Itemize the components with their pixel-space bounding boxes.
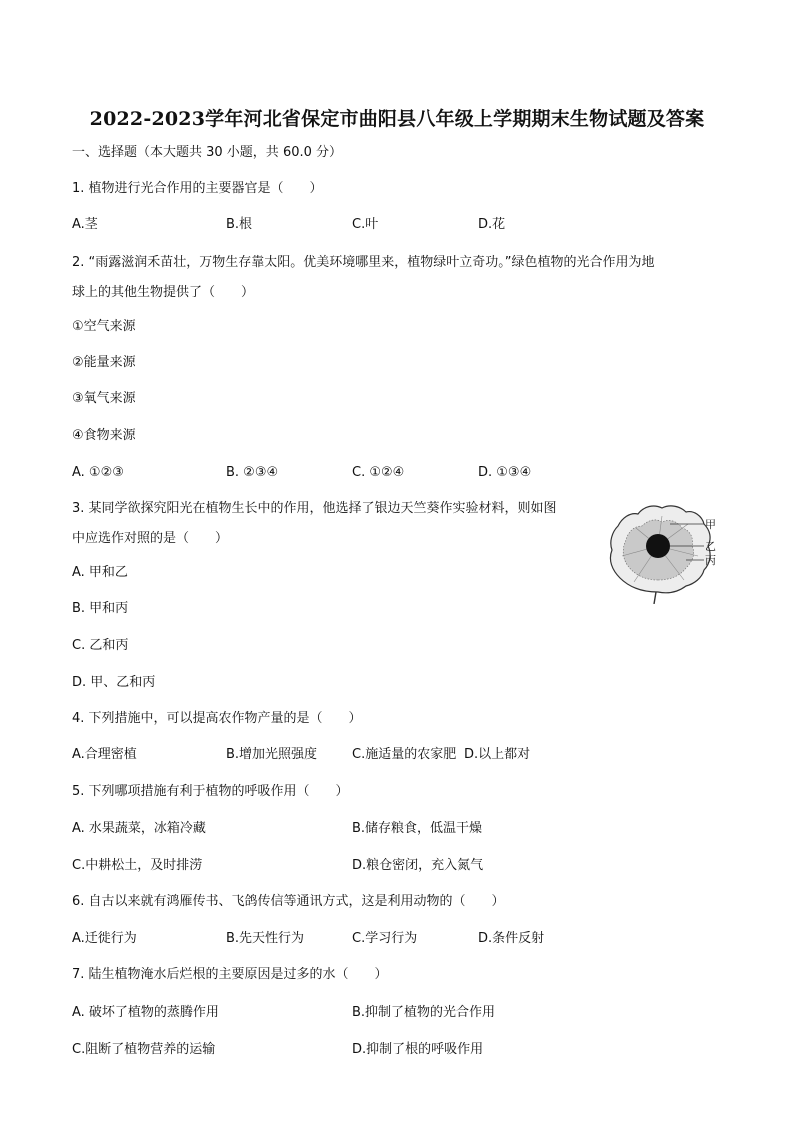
option-b[interactable]: B.增加光照强度 (226, 747, 318, 762)
option-d[interactable]: D.抑制了根的呼吸作用 (352, 1042, 484, 1057)
question-2-item: ①空气来源 (72, 319, 136, 334)
option-b[interactable]: B.储存粮食，低温干燥 (352, 821, 483, 836)
question-2-stem-line2: 球上的其他生物提供了（ ） (72, 285, 255, 300)
option-a[interactable]: A. 破坏了植物的蒸腾作用 (72, 1005, 219, 1020)
question-4-options (72, 746, 722, 764)
option-d[interactable]: D. 甲、乙和丙 (72, 675, 156, 690)
question-6-options (72, 930, 722, 948)
question-7-options-row2 (72, 1041, 722, 1059)
question-2-stem-line1: 2. “雨露滋润禾苗壮，万物生存靠太阳。优美环境哪里来，植物绿叶立奇功。”绿色植物的光合作用为地 (72, 255, 655, 270)
question-7-options-row1 (72, 1004, 722, 1022)
geranium-leaf-figure (606, 500, 722, 604)
question-6-stem: 6. 自古以来就有鸿雁传书、飞鸽传信等通讯方式，这是利用动物的（ ） (72, 894, 505, 909)
figure-label-bing: 丙 (705, 554, 716, 567)
option-c[interactable]: C.施适量的农家肥 (352, 747, 457, 762)
question-1-stem: 1. 植物进行光合作用的主要器官是（ ） (72, 181, 323, 196)
option-c[interactable]: C. ①②④ (352, 465, 405, 480)
question-5-stem: 5. 下列哪项措施有利于植物的呼吸作用（ ） (72, 784, 349, 799)
option-a[interactable]: A.茎 (72, 217, 98, 232)
option-b[interactable]: B. 甲和丙 (72, 601, 129, 616)
figure-label-yi: 乙 (705, 540, 716, 553)
question-5-options-row2 (72, 857, 722, 875)
question-2-item: ④食物来源 (72, 428, 136, 443)
option-d[interactable]: D.粮仓密闭，充入氮气 (352, 858, 484, 873)
option-d[interactable]: D.条件反射 (478, 931, 545, 946)
page-title: 2022-2023学年河北省保定市曲阳县八年级上学期期末生物试题及答案 (89, 108, 705, 130)
option-c[interactable]: C. 乙和丙 (72, 638, 129, 653)
question-2-options (72, 464, 722, 482)
question-2-item: ②能量来源 (72, 355, 136, 370)
option-a[interactable]: A.合理密植 (72, 747, 137, 762)
option-b[interactable]: B.先天性行为 (226, 931, 305, 946)
option-b[interactable]: B.抑制了植物的光合作用 (352, 1005, 496, 1020)
question-2-item: ③氧气来源 (72, 391, 136, 406)
option-a[interactable]: A. 甲和乙 (72, 565, 128, 580)
section-heading: 一、选择题（本大题共 30 小题，共 60.0 分） (72, 145, 343, 160)
covered-area (646, 534, 670, 558)
question-5-options-row1 (72, 820, 722, 838)
option-d[interactable]: D.花 (478, 217, 506, 232)
question-3-stem-line2: 中应选作对照的是（ ） (72, 531, 229, 546)
option-c[interactable]: C.中耕松土，及时排涝 (72, 858, 203, 873)
question-4-stem: 4. 下列措施中，可以提高农作物产量的是（ ） (72, 711, 362, 726)
option-a[interactable]: A.迁徙行为 (72, 931, 137, 946)
option-b[interactable]: B.根 (226, 217, 253, 232)
option-c[interactable]: C.学习行为 (352, 931, 418, 946)
option-d[interactable]: D. ①③④ (478, 465, 532, 480)
leaf-stalk (654, 592, 656, 604)
option-b[interactable]: B. ②③④ (226, 465, 279, 480)
option-c[interactable]: C.阻断了植物营养的运输 (72, 1042, 216, 1057)
option-a[interactable]: A. ①②③ (72, 465, 124, 480)
option-c[interactable]: C.叶 (352, 217, 379, 232)
question-7-stem: 7. 陆生植物淹水后烂根的主要原因是过多的水（ ） (72, 967, 388, 982)
question-3-stem-line1: 3. 某同学欲探究阳光在植物生长中的作用，他选择了银边天竺葵作实验材料，则如图 (72, 501, 557, 516)
question-1-options (72, 216, 722, 234)
option-a[interactable]: A. 水果蔬菜，冰箱冷藏 (72, 821, 206, 836)
option-d[interactable]: D.以上都对 (464, 747, 531, 762)
figure-label-jia: 甲 (705, 518, 716, 531)
